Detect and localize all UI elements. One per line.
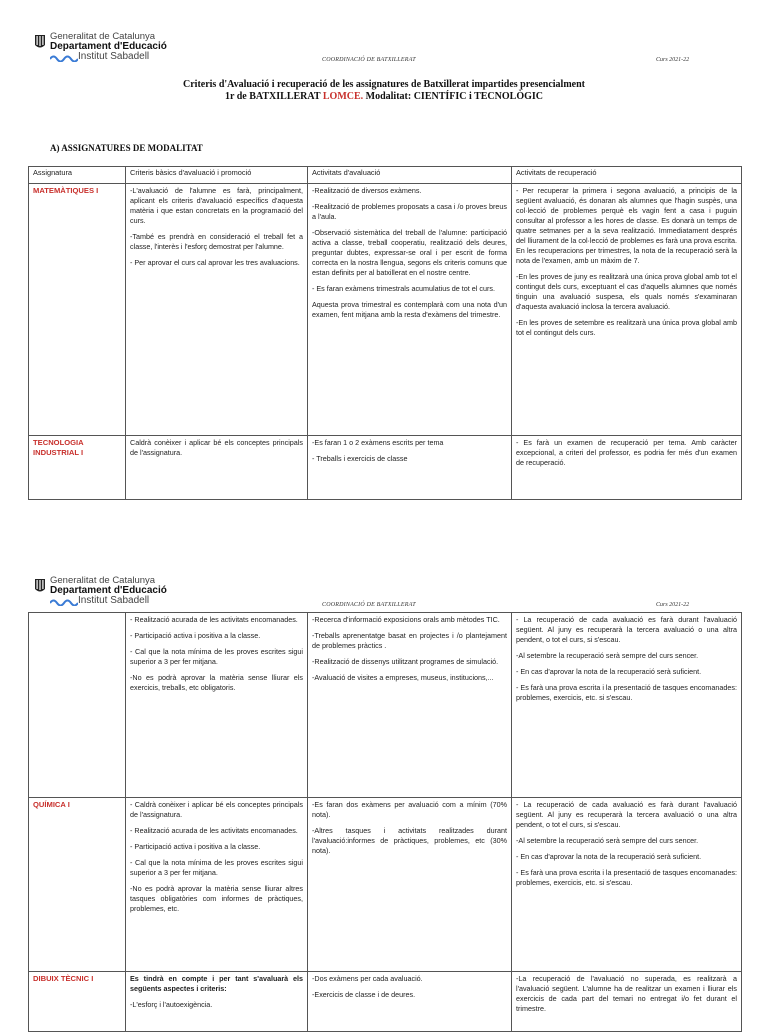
generalitat-emblem-icon bbox=[34, 34, 46, 50]
column-header: Activitats de recuperació bbox=[512, 167, 742, 184]
criteria-cell: Caldrà conèixer i aplicar bé els conceptes principals de l'assignatura. bbox=[126, 436, 308, 500]
coordination-label: COORDINACIÓ DE BATXILLERAT bbox=[322, 57, 416, 63]
generalitat-logo bbox=[34, 576, 167, 606]
table-row bbox=[29, 436, 742, 500]
criteria-cell: -L'avaluació de l'alumne es farà, principalment, aplicant els criteris d'avaluació específics d'aquesta matèria i que estan concretats en la programació del curs. -També es prendrà en consideració el treball fet a classe, l'interès i l'esforç demostrat per l'alumne. - Per aprovar el curs cal aprovar les tres avaluacions. bbox=[126, 184, 308, 436]
subject-cell bbox=[29, 613, 126, 798]
activities-cell: -Es faran 1 o 2 exàmens escrits per tema - Treballs i exercicis de classe bbox=[308, 436, 512, 500]
criteria-cell: - Realització acurada de les activitats encomanades. - Participació activa i positiva a la classe. - Cal que la nota mínima de les proves escrites sigui superior a 3 per fer mitjana. -No es podrà aprovar la matèria sense lliurar els exercicis, treballs, etc obligatoris. bbox=[126, 613, 308, 798]
institute-name: Institut Sabadell bbox=[78, 51, 150, 62]
coordination-label: COORDINACIÓ DE BATXILLERAT bbox=[322, 602, 416, 608]
wave-icon bbox=[50, 598, 78, 606]
recovery-cell: - Es farà un examen de recuperació per tema. Amb caràcter excepcional, a criteri del professor, es podria fer més d'un examen de recuperació. bbox=[512, 436, 742, 500]
recovery-cell: - La recuperació de cada avaluació es farà durant l'avaluació següent. Al juny es recuperarà la tercera avaluació o una altra pendent, o tot el curs, si s'escau. -Al setembre la recuperació serà sempre del curs sencer. - En cas d'aprovar la nota de la recuperació serà suficient. - Es farà una prova escrita i la presentació de tasques encomanades: problemes, exercicis, etc. si s'escau. bbox=[512, 613, 742, 798]
recovery-cell: - Per recuperar la primera i segona avaluació, a principis de la següent avaluació, és donaran als alumnes que l'hagin suspès, una col·lecció de problemes perquè els vagin fent a casa i puguin consultar al professor a les hores de classe. Es donarà un temps de quatre setmanes per a la seva realització. Immediatament després del lliurament de la col·lecció de problemes es farà una prova escrita. En les recuperacions per trimestres, la nota de la recuperació serà la nota de l'examen, amb un màxim de 7. -En les proves de juny es realitzarà una única prova global amb tot el contingut dels curs, exceptuant el cas d'aquells alumnes que només tinguin una avaluació suspesa, els quals només s'examinaran d'aquesta avaluació inclosa la tercera avaluació. -En les proves de setembre es realitzarà una única prova global amb tot el contingut dels curs. bbox=[512, 184, 742, 436]
column-header: Criteris bàsics d'avaluació i promoció bbox=[126, 167, 308, 184]
logo-generalitat-text: Generalitat de Catalunya bbox=[50, 575, 156, 586]
recovery-cell: - La recuperació de cada avaluació es farà durant l'avaluació següent. Al juny es recuperarà la tercera avaluació o una altra pendent, o tot el curs, si s'escau. -Al setembre la recuperació serà sempre del curs sencer. - En cas d'aprovar la nota de la recuperació serà suficient. - Es farà una prova escrita i la presentació de tasques encomanades: problemes, exercicis, etc. si s'escau. bbox=[512, 798, 742, 972]
table-row bbox=[29, 613, 742, 798]
activities-cell: -Dos exàmens per cada avaluació. -Exercicis de classe i de deures. bbox=[308, 972, 512, 1032]
column-header: Activitats d'avaluació bbox=[308, 167, 512, 184]
logo-institute-text bbox=[50, 596, 167, 606]
evaluation-table-1 bbox=[28, 166, 742, 500]
table-row bbox=[29, 798, 742, 972]
table-row bbox=[29, 184, 742, 436]
table-row bbox=[29, 972, 742, 1032]
subject-cell: DIBUIX TÈCNIC I bbox=[29, 972, 126, 1032]
column-header: Assignatura bbox=[29, 167, 126, 184]
institute-name: Institut Sabadell bbox=[78, 595, 150, 606]
subject-cell: TECNOLOGIA INDUSTRIAL I bbox=[29, 436, 126, 500]
logo-department-text: Departament d'Educació bbox=[50, 585, 167, 596]
page-header bbox=[0, 576, 768, 616]
page-2 bbox=[0, 570, 768, 1024]
logo-department-text: Departament d'Educació bbox=[50, 41, 167, 52]
wave-icon bbox=[50, 54, 78, 62]
course-year: Curs 2021-22 bbox=[656, 602, 690, 608]
activities-cell: -Es faran dos exàmens per avaluació com a mínim (70% nota). -Altres tasques i activitats realitzades durant l'avaluació:informes de pràctiques, problemes, etc (30% nota). bbox=[308, 798, 512, 972]
title-line-2: 1r de BATXILLERAT LOMCE. Modalitat: CIENTÍFIC i TECNOLÒGIC bbox=[224, 91, 543, 102]
title-line-1: Criteris d'Avaluació i recuperació de les assignatures de Batxillerat impartides presencialment bbox=[183, 79, 585, 90]
evaluation-table-2 bbox=[28, 612, 742, 1032]
activities-cell: -Realització de diversos exàmens. -Realització de problemes proposats a casa i /o proves breus a l'aula. -Observació sistemàtica del treball de l'alumne: participació activa a classe, treball cooperatiu, realització dels deures, preguntar dubtes, expressar-se oral i per escrit de forma correcta en la nostra llengua, segons els criteris comuns que estan definits per al batxillerat en el nostre centre. - Es faran exàmens trimestrals acumulatius de tot el curs. Aquesta prova trimestral es contemplarà com una nota d'un examen, fent mitjana amb la resta d'exàmens del trimestre. bbox=[308, 184, 512, 436]
subject-cell: MATEMÀTIQUES I bbox=[29, 184, 126, 436]
subject-cell: QUÍMICA I bbox=[29, 798, 126, 972]
generalitat-logo bbox=[34, 32, 167, 62]
criteria-cell: - Caldrà conèixer i aplicar bé els conceptes principals de l'assignatura. - Realització acurada de les activitats encomanades. - Participació activa i positiva a la classe. - Cal que la nota mínima de les proves escrites sigui superior a 3 per fer mitjana. -No es podrà aprovar la matèria sense lliurar altres tasques obligatòries com informes de pràctiques, problemes, etc. bbox=[126, 798, 308, 972]
recovery-cell: -La recuperació de l'avaluació no superada, es realitzarà a l'avaluació següent. L'alumne ha de realitzar un examen i lliurar els exercicis de cada part del temari no entregat i/o fet durant el trimestre. bbox=[512, 972, 742, 1032]
generalitat-emblem-icon bbox=[34, 578, 46, 594]
logo-generalitat-text: Generalitat de Catalunya bbox=[50, 31, 156, 42]
table-header-row bbox=[29, 167, 742, 184]
logo-institute-text bbox=[50, 52, 167, 62]
criteria-cell: Es tindrà en compte i per tant s'avaluarà els següents aspectes i criteris: -L'esforç i l'autoexigència. bbox=[126, 972, 308, 1032]
page-header bbox=[0, 32, 768, 72]
activities-cell: -Recerca d'informació exposicions orals amb mètodes TIC. -Treballs aprenentatge basat en projectes i /o plantejament de problemes pràctics . -Realització de dissenys utilitzant programes de simulació. -Avaluació de visites a empreses, museus, institucions,... bbox=[308, 613, 512, 798]
document-title bbox=[0, 79, 768, 103]
course-year: Curs 2021-22 bbox=[656, 57, 690, 63]
lomce-label: LOMCE. bbox=[322, 91, 364, 102]
section-heading: A) ASSIGNATURES DE MODALITAT bbox=[50, 143, 203, 153]
